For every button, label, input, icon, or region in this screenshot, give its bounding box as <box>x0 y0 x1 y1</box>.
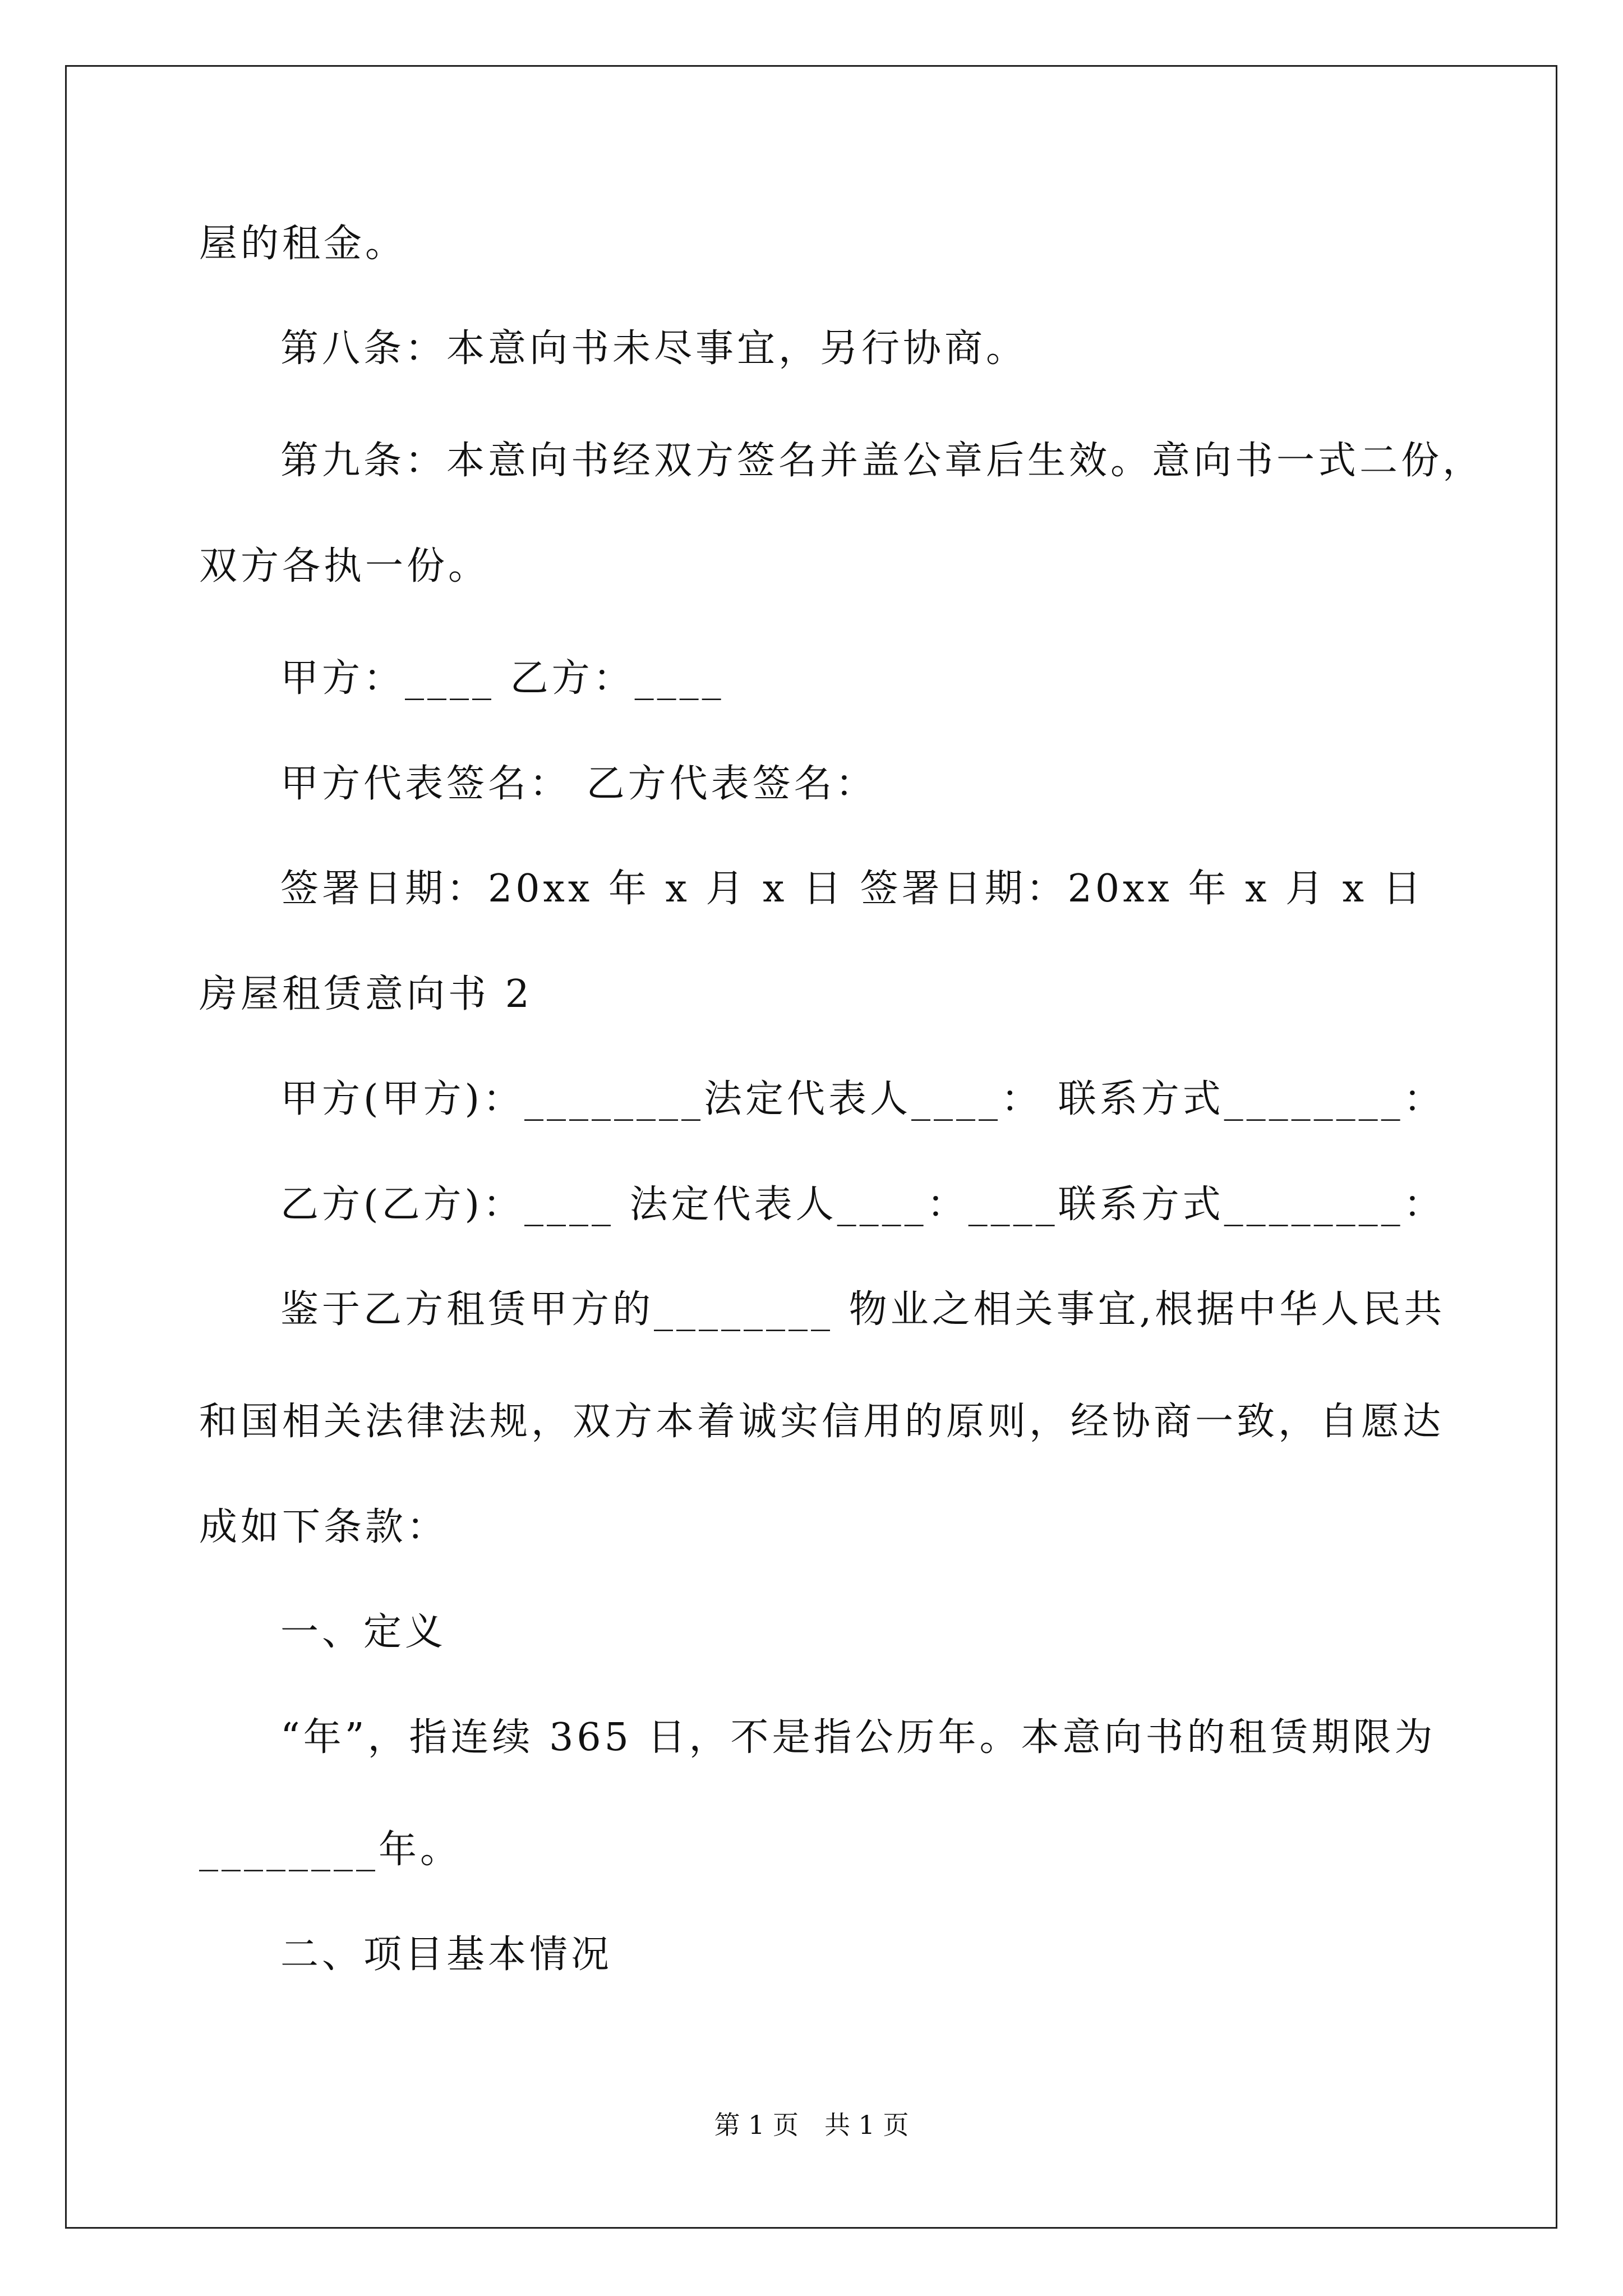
article-8: 第八条：本意向书未尽事宜，另行协商。 <box>280 326 1028 371</box>
party-a-line: 甲方(甲方)：________法定代表人____： 联系方式________： <box>280 1077 1445 1121</box>
page-number-footer: 第 1 页 共 1 页 <box>714 2110 909 2140</box>
text-line-continuation: 屋的租金。 <box>199 222 407 266</box>
preamble-line-3: 成如下条款： <box>199 1505 449 1549</box>
section-1-heading: 一、定义 <box>280 1610 447 1654</box>
party-b-line: 乙方(乙方)：____ 法定代表人____：____联系方式________： <box>280 1182 1445 1227</box>
signing-date-line: 签署日期：20xx 年 x 月 x 日 签署日期：20xx 年 x 月 x 日 <box>280 867 1424 911</box>
preamble-line-1: 鉴于乙方租赁甲方的________ 物业之相关事宜,根据中华人民共 <box>280 1287 1446 1332</box>
party-names-line: 甲方：____ 乙方：____ <box>280 656 725 701</box>
representative-signature-line: 甲方代表签名： 乙方代表签名： <box>280 762 877 806</box>
preamble-line-2: 和国相关法律法规，双方本着诚实信用的原则，经协商一致，自愿达 <box>199 1400 1445 1444</box>
document-2-title: 房屋租赁意向书 2 <box>199 972 533 1016</box>
page-border <box>65 65 1557 2229</box>
section-2-heading: 二、项目基本情况 <box>280 1932 613 1977</box>
definition-year-line-2: ________年。 <box>199 1828 462 1872</box>
definition-year-line-1: “年”，指连续 365 日，不是指公历年。本意向书的租赁期限为 <box>280 1715 1436 1760</box>
article-9: 第九条：本意向书经双方签名并盖公章后生效。意向书一式二份， <box>280 439 1484 483</box>
article-9-continuation: 双方各执一份。 <box>199 544 490 588</box>
